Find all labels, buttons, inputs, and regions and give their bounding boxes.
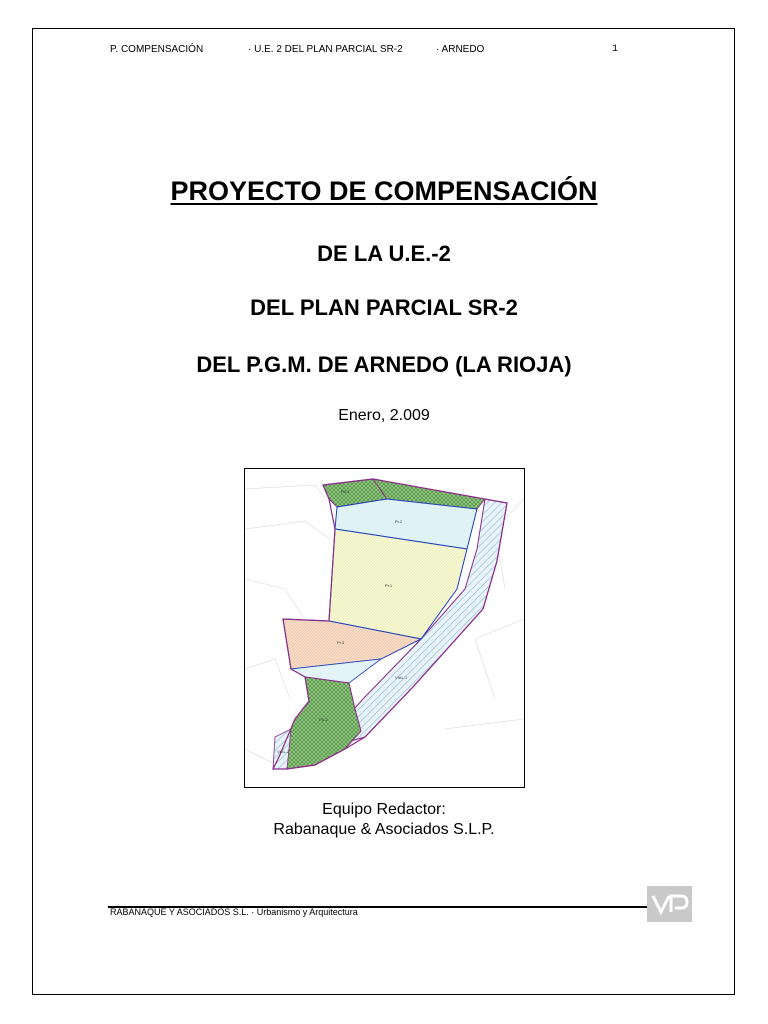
label-pr1: Pr.1 [385, 583, 393, 588]
label-pr2: Pr.2 [395, 519, 403, 524]
label-vial2: VIAL-2 [277, 749, 290, 754]
label-vial1: VIAL-1 [395, 675, 408, 680]
team-company: Rabanaque & Asociados S.L.P. [273, 821, 495, 838]
label-pv1: PV-1 [341, 489, 350, 494]
main-title: PROYECTO DE COMPENSACIÓN [170, 176, 598, 206]
header-plan-name: · U.E. 2 DEL PLAN PARCIAL SR-2 [248, 44, 403, 55]
footer-company: RABANAQUE Y ASOCIADOS S.L. · Urbanismo y Arquitectura [110, 907, 358, 917]
header-location: · ARNEDO [436, 44, 485, 55]
subtitle-ue: DE LA U.E.-2 [317, 241, 451, 266]
site-plan-map [244, 468, 525, 788]
drafting-team [0, 800, 768, 840]
label-pr3: Pr.3 [337, 640, 345, 645]
green-zone-bottom [279, 677, 361, 769]
subtitle-pgm: DEL P.G.M. DE ARNEDO (LA RIOJA) [196, 352, 572, 377]
team-heading: Equipo Redactor: [322, 801, 446, 818]
subtitle-plan: DEL PLAN PARCIAL SR-2 [250, 295, 518, 320]
company-logo [647, 886, 692, 922]
label-pv2: PV-2 [319, 717, 328, 722]
page-number: 1 [612, 44, 619, 55]
header-document-name: P. COMPENSACIÓN [110, 44, 204, 55]
document-date: Enero, 2.009 [338, 407, 430, 424]
